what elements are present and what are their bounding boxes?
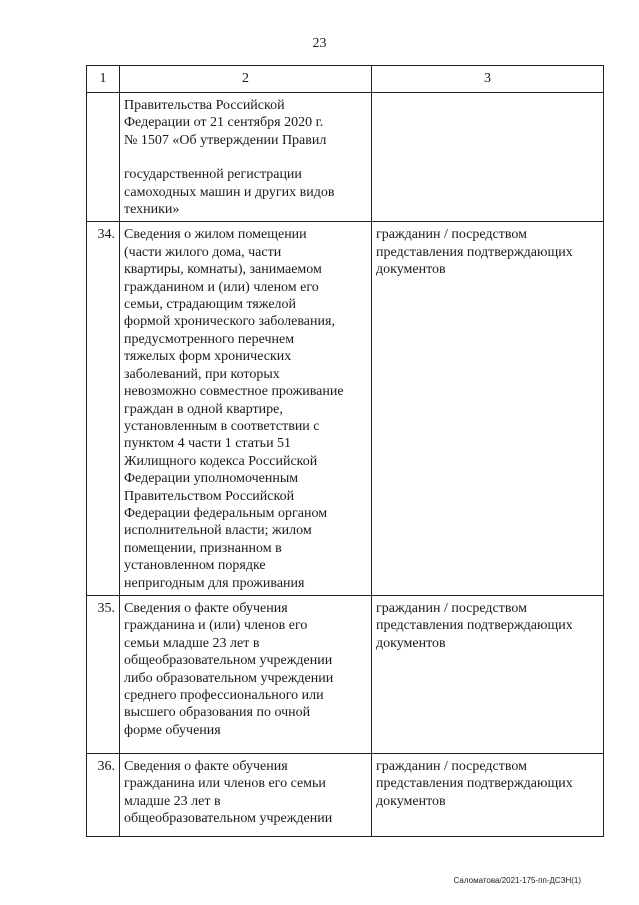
table-row-continuation [87, 93, 604, 222]
table-row [87, 753, 604, 836]
header-col-3: 3 [372, 66, 604, 93]
row-source: гражданин / посредством представления подтверждающих документов [372, 222, 604, 596]
row-source-cell [372, 93, 604, 222]
row-description-cell [120, 93, 372, 222]
row-number: 36. [87, 753, 120, 836]
paragraph-gap [124, 149, 367, 166]
row-number: 35. [87, 595, 120, 753]
header-col-1: 1 [87, 66, 120, 93]
continuation-text-a: Правительства Российской Федерации от 21 сентября 2020 г. № 1507 «Об утверждении Правил [124, 98, 327, 148]
continuation-text-b: государственной регистрации самоходных машин и других видов техники» [124, 167, 335, 218]
page-number: 23 [312, 36, 327, 51]
row-description: Сведения о факте обучения гражданина и (или) членов его семьи младше 23 лет в общеобразовательном учреждении либо образовательном учреждении среднего профессионального или высшего образования по очной форме обучения [120, 595, 372, 753]
table-header-row [87, 66, 604, 93]
row-description: Сведения о жилом помещении (части жилого дома, части квартиры, комнаты), занимаемом гражданином и (или) членом его семьи, страдающим тяжелой формой хронического заболевания, предусмотренного перечнем тяжелых форм хронических заболеваний, при которых невозможно совместное проживание граждан в одной квартире, установленным в соответствии с пунктом 4 части 1 статьи 51 Жилищного кодекса Российской Федерации уполномоченным Правительством Российской Федерации федеральным органом исполнительной власти; жилом помещении, признанном в установленном порядке непригодным для проживания [120, 222, 372, 596]
row-description: Сведения о факте обучения гражданина или членов его семьи младше 23 лет в общеобразовательном учреждении [120, 753, 372, 836]
row-source: гражданин / посредством представления подтверждающих документов [372, 753, 604, 836]
header-col-2: 2 [120, 66, 372, 93]
document-table [86, 65, 604, 837]
table-row [87, 222, 604, 596]
row-number-cell [87, 93, 120, 222]
row-number: 34. [87, 222, 120, 596]
document-reference: Саломатова/2021-175-пп-ДСЗН(1) [453, 876, 581, 885]
table-row [87, 595, 604, 753]
row-source: гражданин / посредством представления подтверждающих документов [372, 595, 604, 753]
